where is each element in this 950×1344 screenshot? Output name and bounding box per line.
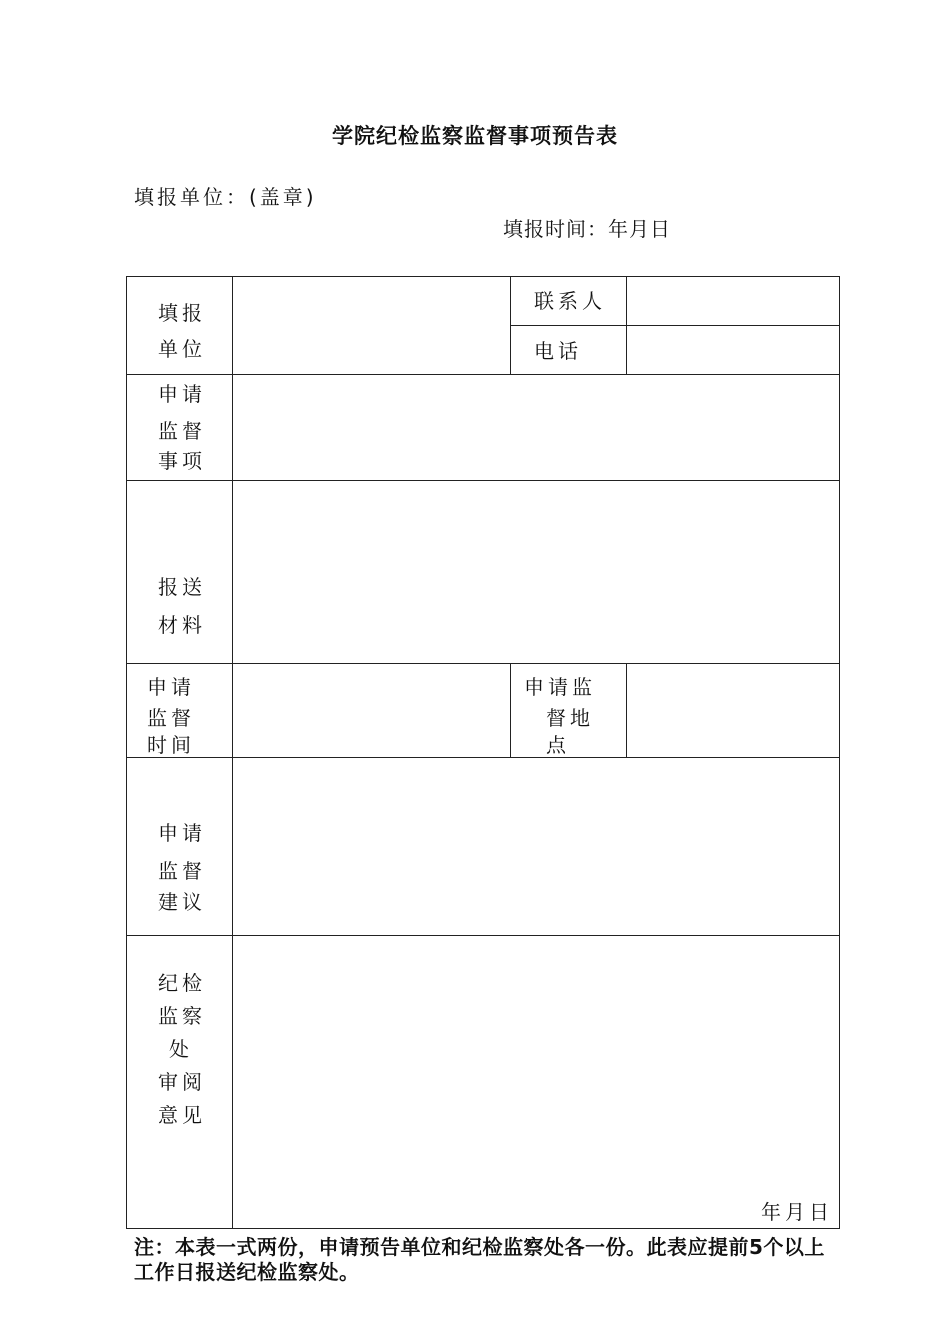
supervision-time-label-line3: 时间: [147, 733, 195, 757]
supervision-time-label-cell: [127, 664, 233, 758]
supervision-suggestion-label-line2: 监督: [158, 859, 206, 883]
supervision-time-label-line1: 申请: [147, 675, 195, 699]
contact-person-field[interactable]: [627, 277, 840, 326]
contact-person-label-cell: [511, 277, 627, 326]
supervision-form-table: [126, 276, 840, 1229]
filling-time-label: 填报时间：年月日: [503, 217, 671, 241]
supervision-time-label-line2: 监督: [147, 706, 195, 730]
supervision-suggestion-label-line3: 建议: [158, 890, 206, 914]
form-title: 学院纪检监察监督事项预告表: [332, 124, 618, 148]
supervision-place-field[interactable]: [627, 664, 840, 758]
materials-field[interactable]: [233, 481, 840, 664]
supervision-time-field[interactable]: [233, 664, 511, 758]
supervision-suggestion-label-line1: 申请: [158, 821, 206, 845]
materials-label-line2: 材料: [158, 613, 206, 637]
supervision-place-label-cell: [511, 664, 627, 758]
supervision-item-field[interactable]: [233, 375, 840, 481]
filling-unit-label-cell: [127, 277, 233, 375]
supervision-suggestion-field[interactable]: [233, 758, 840, 936]
supervision-place-label-line2: 督地: [546, 706, 594, 730]
footnote: 注：本表一式两份，申请预告单位和纪检监察处各一份。此表应提前5个以上工作日报送纪检监察处。: [134, 1235, 825, 1284]
review-opinion-label-cell: [127, 936, 233, 1229]
review-date-label: 年月日: [761, 1200, 833, 1224]
supervision-place-label-line3: 点: [546, 733, 570, 757]
supervision-place-label-line1: 申请监: [524, 675, 596, 699]
supervision-item-label-line2: 监督: [158, 419, 206, 443]
materials-label-cell: [127, 481, 233, 664]
review-opinion-label-line3: 处: [169, 1037, 193, 1061]
review-opinion-label-line5: 意见: [158, 1103, 206, 1127]
phone-label-cell: [511, 326, 627, 375]
review-opinion-label-line1: 纪检: [158, 971, 206, 995]
filling-unit-value-field[interactable]: [233, 277, 511, 375]
review-opinion-field[interactable]: [233, 936, 840, 1229]
supervision-suggestion-label-cell: [127, 758, 233, 936]
supervision-item-label-line3: 事项: [158, 449, 206, 473]
contact-person-label: 联系人: [534, 289, 606, 313]
review-opinion-label-line2: 监察: [158, 1004, 206, 1028]
supervision-item-label-line1: 申请: [158, 382, 206, 406]
supervision-item-label-cell: [127, 375, 233, 481]
filling-unit-label-line2: 单位: [158, 337, 206, 361]
phone-field[interactable]: [627, 326, 840, 375]
phone-label: 电话: [534, 339, 582, 363]
filling-unit-label-line1: 填报: [158, 301, 206, 325]
filling-unit-stamp-label: 填报单位：(盖章): [134, 185, 317, 209]
materials-label-line1: 报送: [158, 575, 206, 599]
review-opinion-label-line4: 审阅: [158, 1070, 206, 1094]
